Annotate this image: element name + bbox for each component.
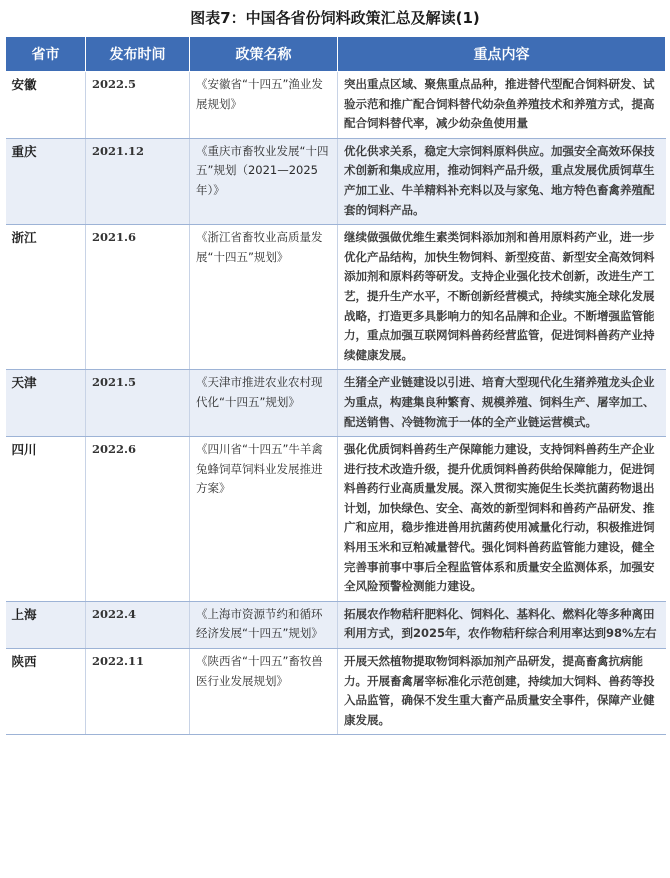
policy-name-cell: 《上海市资源节约和循环经济发展“十四五”规划》 (190, 601, 338, 648)
date-cell: 2021.5 (86, 370, 190, 437)
content-cell: 生猪全产业链建设以引进、培育大型现代化生猪养殖龙头企业为重点，构建集良种繁育、规模养殖、饲料生产、屠宰加工、配送销售、冷链物流于一体的全产业链运营模式。 (338, 370, 666, 437)
date-cell: 2022.5 (86, 72, 190, 139)
date-cell: 2022.6 (86, 437, 190, 602)
content-cell: 拓展农作物秸秆肥料化、饲料化、基料化、燃料化等多种离田利用方式，到2025年，农作物秸秆综合利用率达到98%左右 (338, 601, 666, 648)
header-policy-name: 政策名称 (190, 37, 338, 72)
table-row (6, 72, 666, 139)
content-cell: 开展天然植物提取物饲料添加剂产品研发，提高畜禽抗病能力。开展畜禽屠宰标准化示范创建，持续加大饲料、兽药等投入品监管，确保不发生重大畜产品质量安全事件，保障产业健康发展。 (338, 649, 666, 735)
policy-name-cell: 《安徽省“十四五”渔业发展规划》 (190, 72, 338, 139)
province-cell: 天津 (6, 370, 86, 437)
header-province: 省市 (6, 37, 86, 72)
table-row (6, 370, 666, 437)
table-row (6, 601, 666, 648)
province-cell: 陕西 (6, 649, 86, 735)
table-row (6, 437, 666, 602)
province-cell: 重庆 (6, 138, 86, 224)
policy-name-cell: 《陕西省“十四五”畜牧兽医行业发展规划》 (190, 649, 338, 735)
date-cell: 2021.6 (86, 225, 190, 370)
date-cell: 2021.12 (86, 138, 190, 224)
content-cell: 继续做强做优维生素类饲料添加剂和兽用原料药产业，进一步优化产品结构，加快生物饲料、新型疫苗、新型安全高效饲料添加剂和原料药等研发。支持企业强化技术创新，改进生产工艺，提升生产水平，不断创新经营模式，持续实施全球化发展战略，打造更多具影响力的知名品牌和企业。不断增强监管能力，重点加强互联网饲料兽药经营监管，促进饲料兽药产业持续健康发展。 (338, 225, 666, 370)
table-row (6, 225, 666, 370)
header-date: 发布时间 (86, 37, 190, 72)
content-cell: 强化优质饲料兽药生产保障能力建设，支持饲料兽药生产企业进行技术改造升级，提升优质饲料兽药供给保障能力，促进饲料兽药行业高质量发展。深入贯彻实施促生长类抗菌药物退出计划，加快绿色、安全、高效的新型饲料和兽药产品研发、推广和应用，稳步推进兽用抗菌药使用减量化行动，积极推进饲料用玉米和豆粕减量替代。强化饲料兽药监管能力建设，健全完善事前事中事后全程监管体系和质量安全监测体系，加强安全风险预警检测能力建设。 (338, 437, 666, 602)
table-row (6, 138, 666, 224)
province-cell: 浙江 (6, 225, 86, 370)
page-title: 图表7：中国各省份饲料政策汇总及解读(1) (190, 9, 480, 27)
content-cell: 优化供求关系，稳定大宗饲料原料供应。加强安全高效环保技术创新和集成应用，推动饲料产品升级，重点发展优质饲草生产加工业、牛羊精料补充料以及与家兔、地方特色畜禽养殖配套的饲料产品。 (338, 138, 666, 224)
policy-name-cell: 《重庆市畜牧业发展“十四五”规划（2021—2025年）》 (190, 138, 338, 224)
date-cell: 2022.4 (86, 601, 190, 648)
policy-name-cell: 《四川省“十四五”牛羊禽兔蜂饲草饲料业发展推进方案》 (190, 437, 338, 602)
table-header-row (6, 37, 666, 72)
province-cell: 上海 (6, 601, 86, 648)
header-key-content: 重点内容 (338, 37, 666, 72)
policy-name-cell: 《浙江省畜牧业高质量发展“十四五”规划》 (190, 225, 338, 370)
policy-name-cell: 《天津市推进农业农村现代化“十四五”规划》 (190, 370, 338, 437)
content-cell: 突出重点区域、聚焦重点品种，推进替代型配合饲料研发、试验示范和推广配合饲料替代幼杂鱼养殖技术和养殖方式，提高配合饲料替代率，减少幼杂鱼使用量 (338, 72, 666, 139)
province-cell: 安徽 (6, 72, 86, 139)
province-cell: 四川 (6, 437, 86, 602)
policy-table (5, 36, 666, 735)
table-row (6, 649, 666, 735)
date-cell: 2022.11 (86, 649, 190, 735)
